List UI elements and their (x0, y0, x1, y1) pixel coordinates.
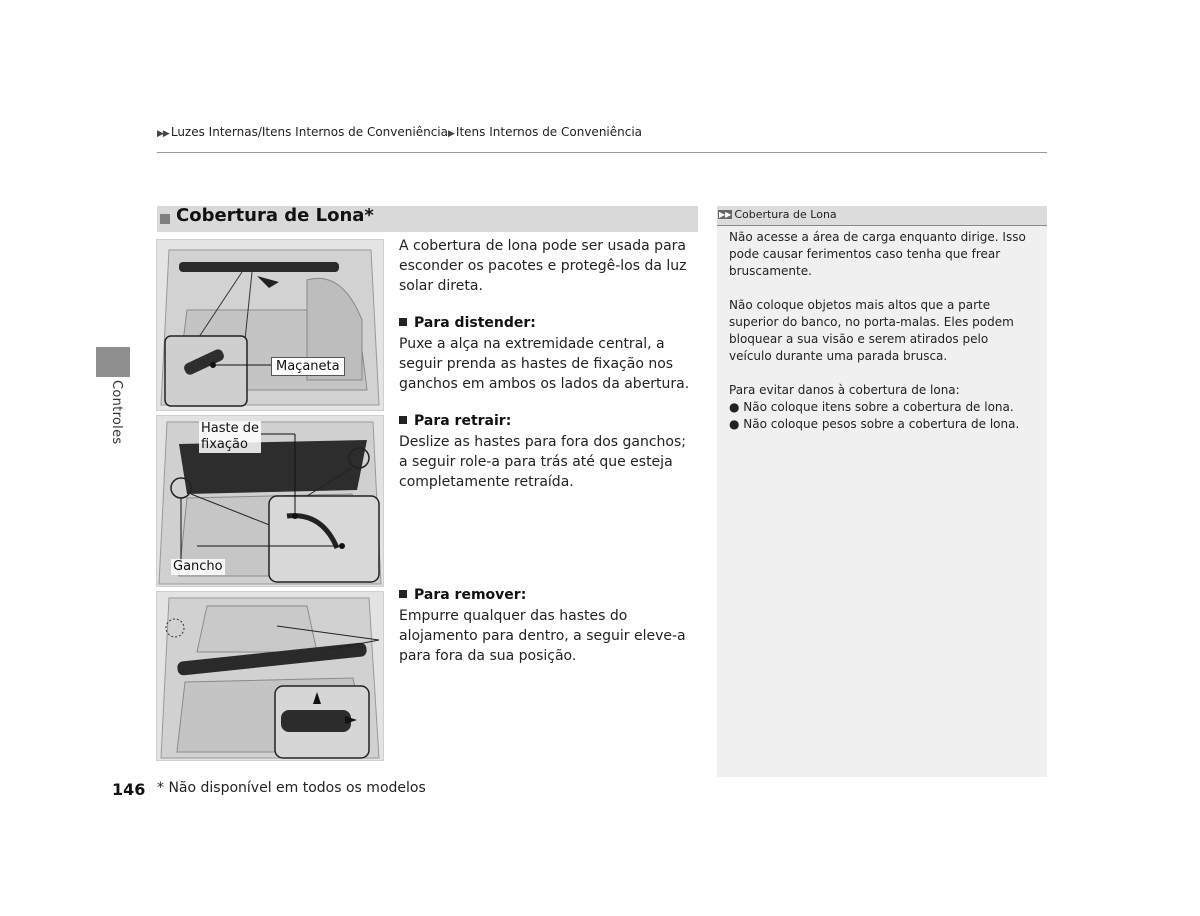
retract-paragraph: Deslize as hastes para fora dos ganchos; a seguir role-a para trás até que esteja completamente retraída. (399, 434, 687, 490)
illustration-cover-removal (156, 591, 384, 761)
sidebar-paragraph-1: Não acesse a área de carga enquanto dirige. Isso pode causar ferimentos caso tenha que frear bruscamente. (729, 230, 1026, 278)
chapter-tab-label[interactable]: Controles (109, 380, 124, 445)
extend-paragraph: Puxe a alça na extremidade central, a seguir prenda as hastes de fixação nos ganchos em ambos os lados da abertura. (399, 336, 690, 392)
sidebar-paragraph-2: Não coloque objetos mais altos que a parte superior do banco, no porta-malas. Eles podem bloquear a sua visão e serem atirados pelo veículo durante uma parada brusca. (729, 298, 1014, 363)
sidebar-note-panel (717, 206, 1047, 777)
sidebar-bullet-1: ● Não coloque itens sobre a cobertura de lona. (729, 400, 1014, 414)
subhead-remove (399, 587, 526, 603)
sidebar-paragraph-3: Para evitar danos à cobertura de lona: (729, 383, 960, 397)
bullet-square-icon (399, 590, 407, 598)
breadcrumb-part-1[interactable]: Luzes Internas/Itens Internos de Conveniência (170, 125, 448, 139)
breadcrumb-part-2[interactable]: Itens Internos de Conveniência (455, 125, 643, 139)
remove-paragraph: Empurre qualquer das hastes do alojamento para dentro, a seguir eleve-a para fora da sua posição. (399, 608, 686, 664)
hook-callout: Gancho (173, 559, 223, 574)
illustration-cover-handle (156, 239, 384, 411)
sidebar-bullet-2-text: Não coloque pesos sobre a cobertura de lona. (743, 417, 1020, 431)
sidebar-note-title-text: Cobertura de Lona (734, 208, 837, 221)
sidebar-bullet-1-text: Não coloque itens sobre a cobertura de lona. (743, 400, 1014, 414)
sidebar-bullet-2: ● Não coloque pesos sobre a cobertura de lona. (729, 417, 1020, 431)
breadcrumb-separator-icon: ▶ (448, 129, 454, 139)
subhead-extend (399, 315, 536, 331)
breadcrumb-arrow-icon: ▶▶ (157, 129, 169, 139)
subhead-retract-text: Para retrair: (414, 413, 512, 429)
page-number: 146 (112, 780, 146, 799)
rod-callout-line-2: fixação (201, 437, 248, 452)
handle-callout: Maçaneta (271, 357, 345, 376)
bullet-square-icon (399, 318, 407, 326)
sidebar-note-divider (717, 225, 1047, 226)
chapter-tab-marker (96, 347, 130, 377)
section-title: Cobertura de Lona* (176, 205, 374, 226)
rod-callout (199, 421, 261, 453)
footnote: * Não disponível em todos os modelos (157, 780, 426, 796)
breadcrumb (157, 125, 642, 139)
bullet-square-icon (399, 416, 407, 424)
intro-paragraph: A cobertura de lona pode ser usada para esconder os pacotes e protegê-los da luz solar direta. (399, 238, 687, 294)
sidebar-note-title[interactable] (718, 208, 837, 221)
section-square-icon (160, 214, 170, 224)
rod-callout-line-1: Haste de (201, 421, 259, 436)
header-divider (157, 152, 1047, 153)
reference-icon: ▶▶ (719, 210, 732, 219)
subhead-extend-text: Para distender: (414, 315, 536, 331)
subhead-remove-text: Para remover: (414, 587, 527, 603)
subhead-retract (399, 413, 511, 429)
